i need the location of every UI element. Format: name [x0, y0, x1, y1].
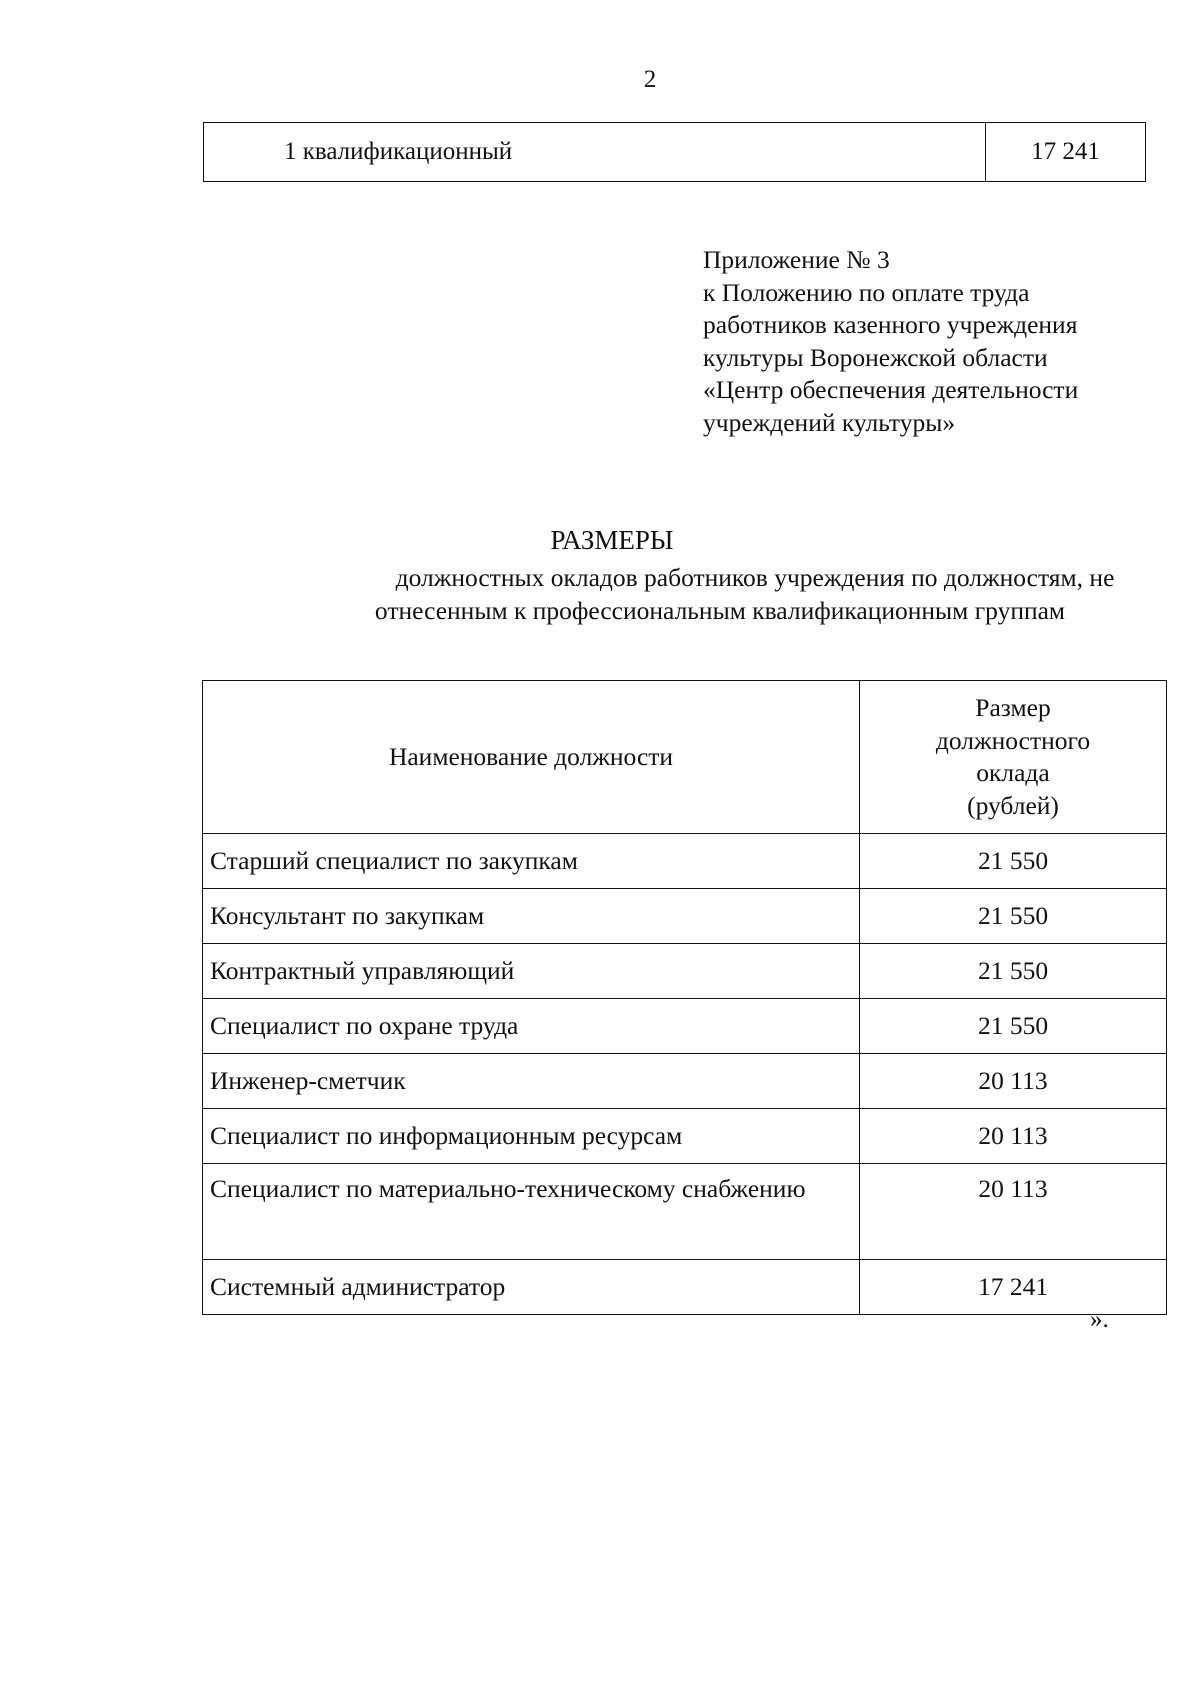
header-position-name: Наименование должности: [203, 681, 860, 834]
table-row: [203, 999, 1167, 1054]
table-row: [203, 1164, 1167, 1260]
subtitle-line: должностных окладов работников учреждения по должностям, не: [395, 563, 1115, 592]
qualification-table: [203, 122, 1146, 182]
table-row: [204, 123, 1146, 182]
position-name: Консультант по закупкам: [203, 889, 860, 944]
page-number: 2: [643, 66, 657, 93]
table-row: [203, 1260, 1167, 1315]
appendix-line: учреждений культуры»: [703, 407, 956, 437]
appendix-line: Приложение № 3: [703, 245, 890, 274]
position-salary: 20 113: [860, 1109, 1167, 1164]
appendix-line: к Положению по оплате труда: [703, 277, 1030, 307]
subtitle-line: отнесенным к профессиональным квалификационным группам: [374, 596, 1066, 625]
qualification-level: 1 квалификационный: [204, 123, 986, 182]
document-subtitle: [200, 561, 1200, 627]
header-line: оклада: [976, 758, 1050, 787]
header-line: (рублей): [967, 790, 1059, 820]
table-row: [203, 944, 1167, 999]
table-row: [203, 1054, 1167, 1109]
appendix-line: работников казенного учреждения: [703, 310, 1078, 339]
document-title: РАЗМЕРЫ: [550, 525, 674, 555]
salary-table: [202, 680, 1167, 1315]
position-salary: 20 113: [860, 1054, 1167, 1109]
position-salary: 21 550: [860, 889, 1167, 944]
header-salary-size: [860, 681, 1167, 834]
position-salary: 17 241: [860, 1260, 1167, 1315]
appendix-note: [703, 244, 1173, 439]
position-salary: 20 113: [860, 1164, 1167, 1260]
position-salary: 21 550: [860, 834, 1167, 889]
header-line: должностного: [935, 725, 1091, 755]
table-row: [203, 1109, 1167, 1164]
position-name: Специалист по информационным ресурсам: [203, 1109, 860, 1164]
qualification-salary: 17 241: [986, 123, 1146, 182]
position-name: Специалист по охране труда: [203, 999, 860, 1054]
position-name: Старший специалист по закупкам: [203, 834, 860, 889]
header-line: Размер: [975, 693, 1051, 722]
appendix-line: культуры Воронежской области: [703, 342, 1048, 372]
closing-quote-mark: ».: [1090, 1306, 1109, 1333]
table-header-row: [203, 681, 1167, 834]
position-name: Системный администратор: [203, 1260, 860, 1315]
position-name: Специалист по материально-техническому снабжению: [203, 1164, 860, 1260]
position-salary: 21 550: [860, 999, 1167, 1054]
table-row: [203, 889, 1167, 944]
table-row: [203, 834, 1167, 889]
appendix-line: «Центр обеспечения деятельности: [703, 375, 1079, 404]
position-name: Контрактный управляющий: [203, 944, 860, 999]
position-salary: 21 550: [860, 944, 1167, 999]
position-name: Инженер-сметчик: [203, 1054, 860, 1109]
